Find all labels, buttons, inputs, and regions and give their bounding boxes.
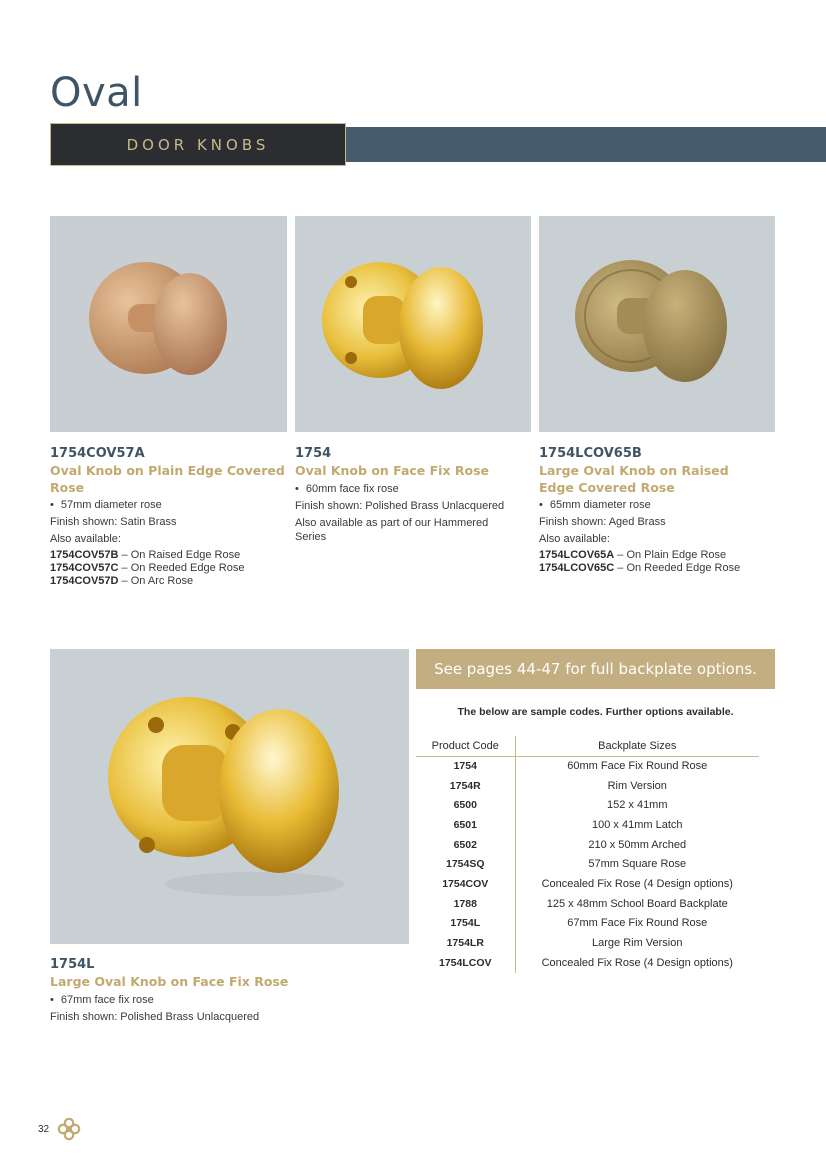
product-spec: • 67mm face fix rose [50, 993, 350, 1007]
backplate-size-cell: Rim Version [607, 779, 667, 792]
product-photo-large-polished-brass-knob [50, 649, 409, 944]
product-finish: Finish shown: Polished Brass Unlacquered [50, 1010, 260, 1023]
product-code-cell: 6501 [416, 815, 515, 835]
table-row [416, 914, 759, 934]
also-available-label: Also available: [50, 533, 121, 545]
table-row [416, 874, 759, 894]
column-header-product-code: Product Code [416, 736, 515, 756]
backplate-size-cell: Large Rim Version [592, 937, 683, 950]
backplate-size-cell: 152 x 41mm [606, 799, 668, 812]
product-code-cell: 1754LR [416, 933, 515, 953]
backplate-size-cell: Concealed Fix Rose (4 Design options) [541, 877, 733, 890]
product-1754cov57a [50, 446, 290, 588]
product-1754l [50, 957, 350, 1027]
product-code-cell: 1754L [416, 914, 515, 934]
column-header-backplate-sizes: Backplate Sizes [515, 736, 759, 756]
also-available-label: Also available as part of our Hammered Series [295, 516, 489, 543]
backplate-size-cell: 125 x 48mm School Board Backplate [546, 897, 728, 910]
sample-codes-note: The below are sample codes. Further options available. [457, 706, 734, 718]
product-photo-polished-brass-knob [295, 216, 531, 432]
product-photo-aged-brass-knob [539, 216, 775, 432]
product-code-cell: 1754R [416, 776, 515, 796]
also-available-item: 1754COV57C – On Reeded Edge Rose [50, 562, 245, 574]
product-name: Large Oval Knob on Face Fix Rose [50, 974, 289, 989]
product-code-cell: 1754 [416, 756, 515, 776]
brand-logo-icon [57, 1117, 81, 1141]
table-row [416, 953, 759, 973]
backplate-size-cell: Concealed Fix Rose (4 Design options) [541, 956, 733, 969]
product-1754 [295, 446, 535, 547]
table-row [416, 756, 759, 776]
section-banner-label: DOOR KNOBS [126, 135, 270, 154]
table-row [416, 894, 759, 914]
backplate-note-bar [416, 649, 775, 689]
product-spec: • 57mm diameter rose [50, 498, 290, 512]
product-spec: • 65mm diameter rose [539, 498, 779, 512]
product-name: Oval Knob on Face Fix Rose [295, 463, 490, 478]
table-row [416, 933, 759, 953]
product-name: Oval Knob on Plain Edge Covered Rose [50, 463, 285, 495]
product-finish: Finish shown: Polished Brass Unlacquered [295, 499, 505, 512]
product-spec: • 60mm face fix rose [295, 482, 535, 496]
also-available-item: 1754COV57B – On Raised Edge Rose [50, 549, 241, 561]
product-code-cell: 1754LCOV [416, 953, 515, 973]
product-code: 1754LCOV65B [539, 446, 642, 461]
product-1754lcov65b [539, 446, 779, 575]
table-row [416, 815, 759, 835]
banner-stripe [346, 127, 826, 162]
product-code-cell: 1754COV [416, 874, 515, 894]
product-finish: Finish shown: Aged Brass [539, 516, 666, 528]
table-row [416, 795, 759, 815]
table-row [416, 835, 759, 855]
backplate-size-cell: 100 x 41mm Latch [592, 818, 683, 831]
also-available-item: 1754LCOV65C – On Reeded Edge Rose [539, 562, 741, 574]
backplate-size-cell: 60mm Face Fix Round Rose [567, 760, 708, 773]
product-code-cell: 6502 [416, 835, 515, 855]
product-name: Large Oval Knob on Raised Edge Covered Rose [539, 463, 729, 495]
section-banner [50, 123, 346, 166]
backplate-table [416, 736, 759, 973]
product-photo-satin-brass-knob [50, 216, 287, 432]
product-finish: Finish shown: Satin Brass [50, 516, 177, 528]
backplate-size-cell: 67mm Face Fix Round Rose [567, 917, 708, 930]
backplate-size-cell: 57mm Square Rose [588, 858, 687, 871]
product-code-cell: 1788 [416, 894, 515, 914]
table-row [416, 854, 759, 874]
table-header-row [416, 736, 759, 756]
product-code: 1754 [295, 446, 332, 461]
product-code-cell: 1754SQ [416, 854, 515, 874]
also-available-item: 1754LCOV65A – On Plain Edge Rose [539, 549, 727, 561]
also-available-label: Also available: [539, 533, 610, 545]
backplate-size-cell: 210 x 50mm Arched [588, 838, 687, 851]
table-row [416, 776, 759, 796]
product-code: 1754COV57A [50, 446, 145, 461]
page-title: Oval [50, 70, 143, 116]
page-number: 32 [38, 1124, 50, 1135]
also-available-item: 1754COV57D – On Arc Rose [50, 575, 194, 587]
product-code: 1754L [50, 957, 95, 972]
product-code-cell: 6500 [416, 795, 515, 815]
backplate-note: See pages 44-47 for full backplate options. [434, 660, 757, 678]
